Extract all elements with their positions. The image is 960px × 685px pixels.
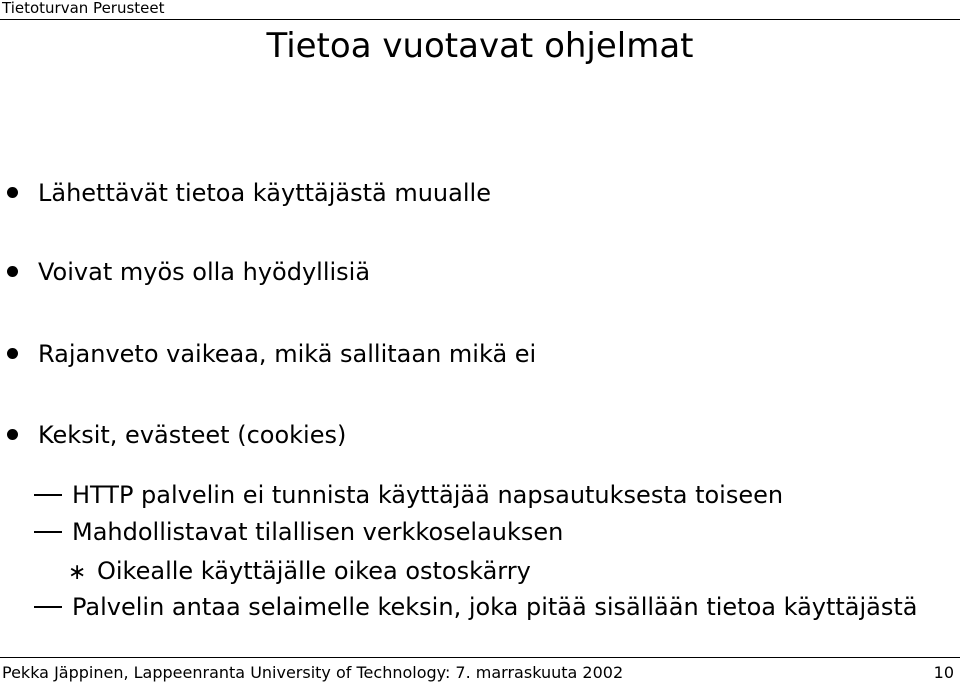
star-marker: ∗ (68, 560, 87, 585)
sub-item: HTTP palvelin ei tunnista käyttäjää napsautuksesta toiseen (72, 481, 784, 509)
course-header: Tietoturvan Perusteet (2, 0, 165, 17)
bullet-item: Rajanveto vaikeaa, mikä sallitaan mikä ei (38, 340, 537, 368)
dash-marker (34, 494, 62, 496)
footer-credit: Pekka Jäppinen, Lappeenranta University of Technology: 7. marraskuuta 2002 (2, 663, 624, 682)
slide-title: Tietoa vuotavat ohjelmat (266, 26, 694, 66)
dash-marker (34, 606, 62, 608)
sub-item: Palvelin antaa selaimelle keksin, joka pitää sisällään tietoa käyttäjästä (72, 593, 918, 621)
bullet-dot (7, 429, 18, 440)
bullet-dot (7, 266, 18, 277)
bullet-dot (7, 187, 18, 198)
dash-marker (34, 531, 62, 533)
footer-rule (0, 657, 960, 658)
sub-item: Mahdollistavat tilallisen verkkoselauksen (72, 518, 564, 546)
bullet-item: Keksit, evästeet (cookies) (38, 421, 347, 449)
header-rule (0, 19, 960, 20)
bullet-dot (7, 348, 18, 359)
bullet-item: Lähettävät tietoa käyttäjästä muualle (38, 179, 491, 207)
page-number: 10 (933, 663, 954, 682)
sub-sub-item: Oikealle käyttäjälle oikea ostoskärry (97, 557, 531, 585)
bullet-item: Voivat myös olla hyödyllisiä (38, 258, 371, 286)
